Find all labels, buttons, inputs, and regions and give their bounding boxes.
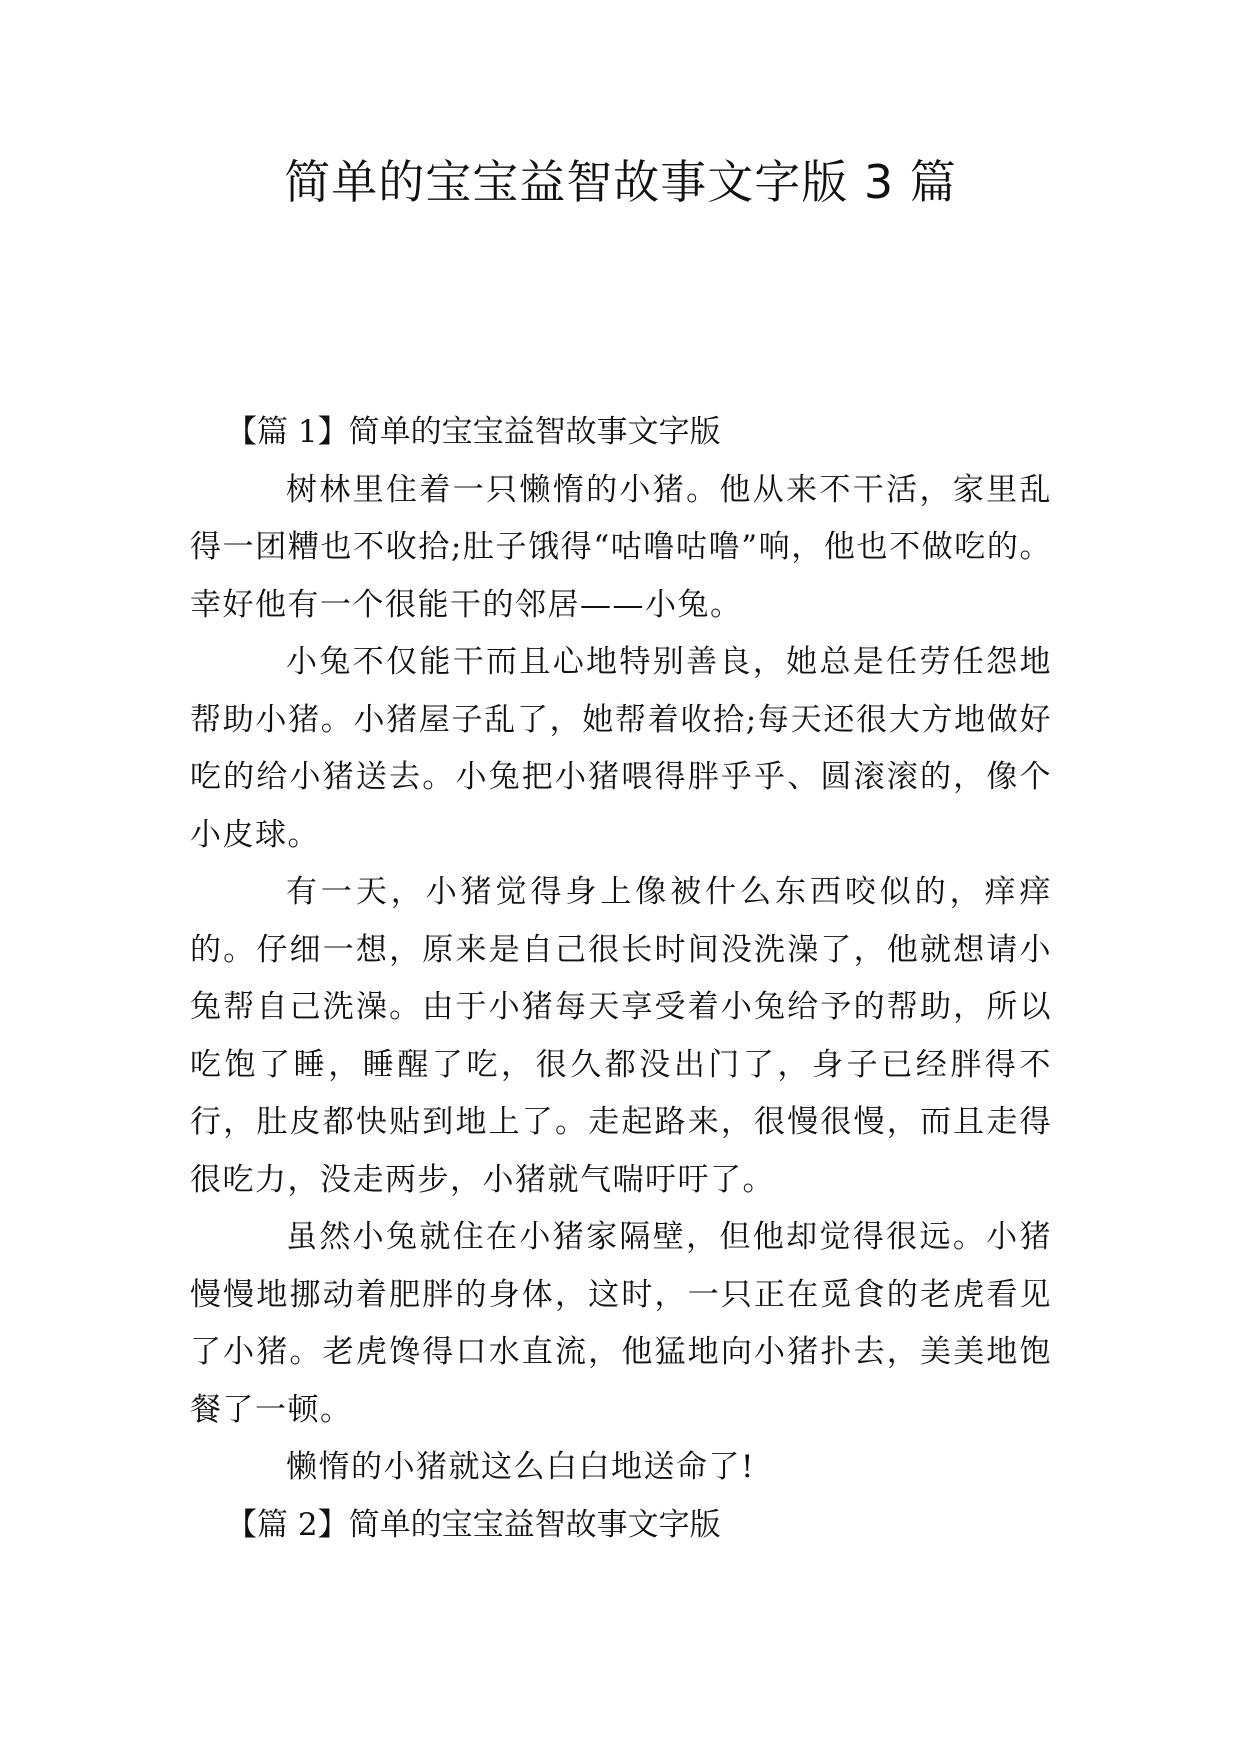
- section-heading-2: 【篇 2】简单的宝宝益智故事文字版: [226, 1506, 721, 1543]
- paragraph: 懒惰的小猪就这么白白地送命了!: [286, 1449, 755, 1485]
- document-title: 简单的宝宝益智故事文字版 3 篇: [284, 155, 957, 209]
- paragraph: 树林里住着一只懒惰的小猪。他从来不干活，家里乱得一团糟也不收拾;肚子饿得“咕噜咕噜”响，他也不做吃的。幸好他有一个很能干的邻居——小兔。: [190, 471, 1052, 623]
- section-heading-1: 【篇 1】简单的宝宝益智故事文字版: [226, 414, 721, 450]
- document-body: [190, 404, 1052, 1554]
- paragraph: 虽然小兔就住在小猪家隔壁，但他却觉得很远。小猪慢慢地挪动着肥胖的身体，这时，一只正在觅食的老虎看见了小猪。老虎馋得口水直流，他猛地向小猪扑去，美美地饱餐了一顿。: [190, 1219, 1052, 1428]
- paragraph: 有一天，小猪觉得身上像被什么东西咬似的，痒痒的。仔细一想，原来是自己很长时间没洗澡了，他就想请小兔帮自己洗澡。由于小猪每天享受着小兔给予的帮助，所以吃饱了睡，睡醒了吃，很久都没出门了，身子已经胖得不行，肚皮都快贴到地上了。走起路来，很慢很慢，而且走得很吃力，没走两步，小猪就气喘吁吁了。: [190, 874, 1052, 1198]
- paragraph: 小兔不仅能干而且心地特别善良，她总是任劳任怨地帮助小猪。小猪屋子乱了，她帮着收拾;每天还很大方地做好吃的给小猪送去。小兔把小猪喂得胖乎乎、圆滚滚的，像个小皮球。: [190, 644, 1052, 853]
